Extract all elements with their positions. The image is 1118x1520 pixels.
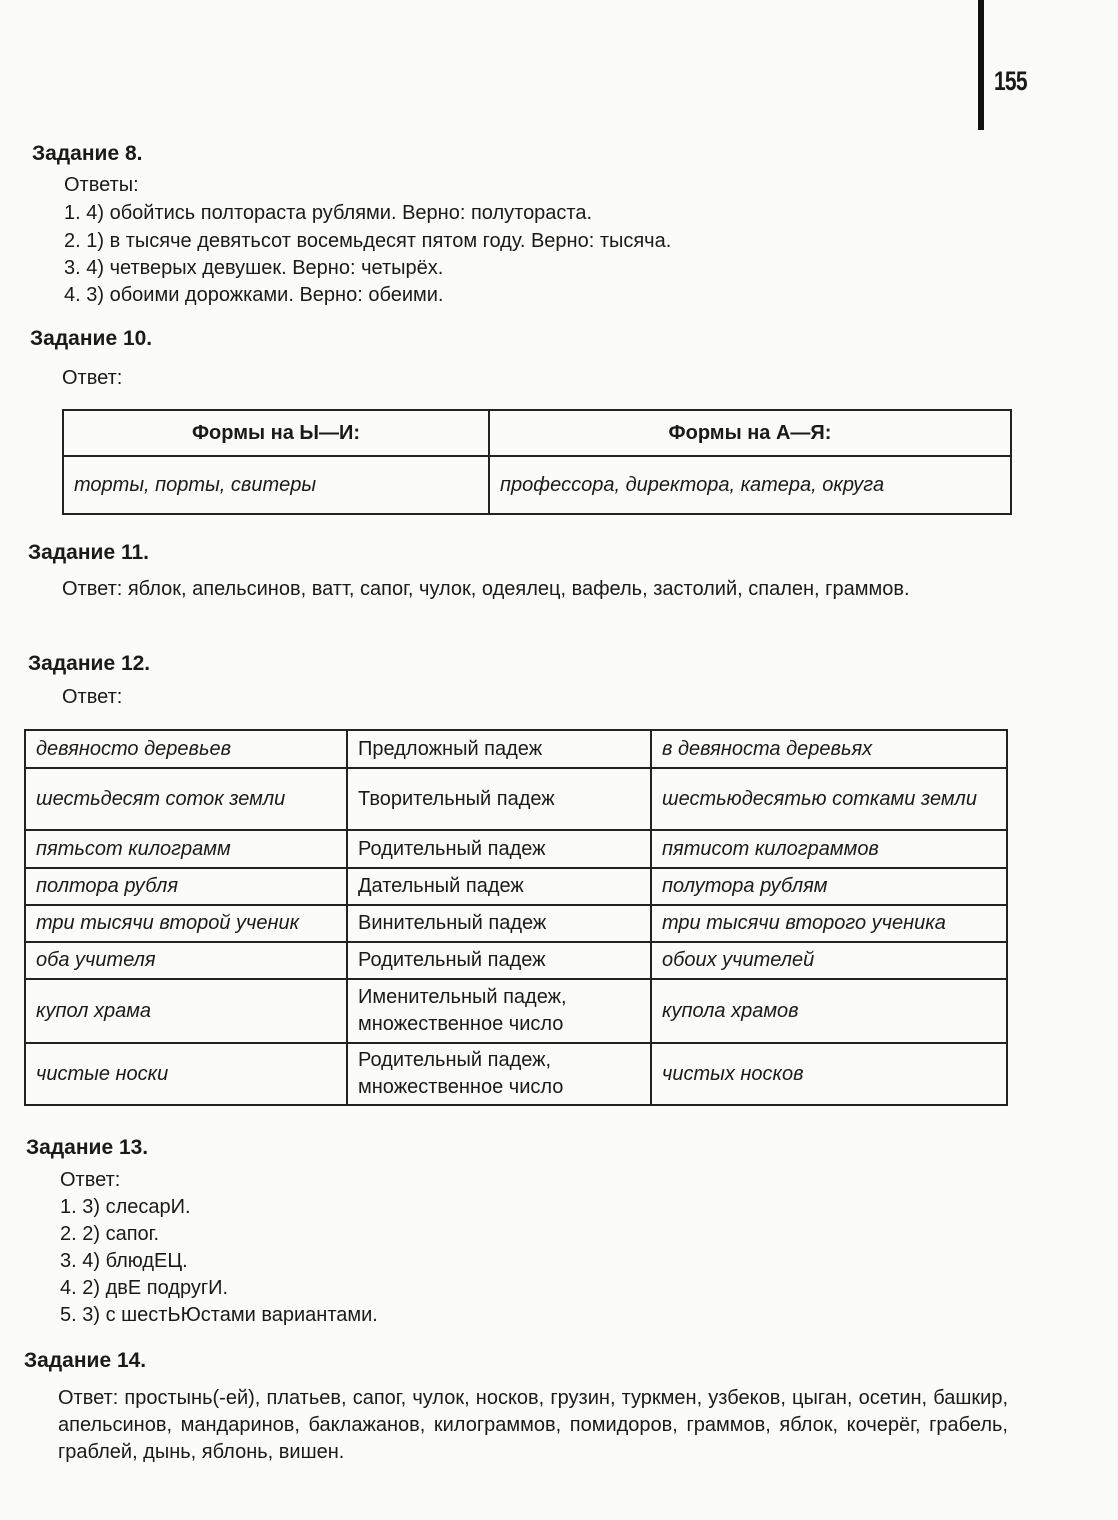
- table-cell: полтора рубля: [25, 868, 347, 905]
- task-13-item: 5. 3) с шестЬЮстами вариантами.: [60, 1304, 378, 1326]
- table-row: [25, 830, 1007, 868]
- task-11-title: Задание 11.: [28, 541, 149, 564]
- table-cell: шестьдесят соток земли: [25, 768, 347, 830]
- table-cell: чистые носки: [25, 1043, 347, 1105]
- table-cell: три тысячи второй ученик: [25, 905, 347, 942]
- table-header: Формы на А—Я:: [489, 410, 1011, 456]
- table-cell: полутора рублям: [651, 868, 1007, 905]
- task-8-item: 4. 3) обоими дорожками. Верно: обеими.: [64, 284, 444, 306]
- task-10-table: [62, 409, 1012, 515]
- task-8-item: 1. 4) обойтись полтораста рублями. Верно: полутораста.: [64, 202, 593, 224]
- task-14-title: Задание 14.: [24, 1349, 147, 1372]
- table-row: [25, 768, 1007, 830]
- table-cell: в девяноста деревьях: [651, 730, 1007, 768]
- task-13-item: 3. 4) блюдЕЦ.: [60, 1250, 188, 1272]
- table-cell: три тысячи второго ученика: [651, 905, 1007, 942]
- task-14-text: Ответ: простынь(-ей), платьев, сапог, чулок, носков, грузин, туркмен, узбеков, цыган, осетин, башкир, апельсинов, мандаринов, баклажанов, килограммов, помидоров, граммов, яблок, кочерёг, грабель, граблей, дынь, яблонь, вишен.: [58, 1387, 1008, 1463]
- task-13-intro: Ответ:: [60, 1169, 121, 1191]
- table-cell: чистых носков: [651, 1043, 1007, 1105]
- task-13-title: Задание 13.: [26, 1136, 149, 1159]
- table-cell: пятисот килограммов: [651, 830, 1007, 868]
- table-row: [25, 868, 1007, 905]
- table-cell: девяносто деревьев: [25, 730, 347, 768]
- table-cell: Родительный падеж, множественное число: [347, 1043, 651, 1105]
- table-row: [25, 979, 1007, 1043]
- table-cell: пятьсот килограмм: [25, 830, 347, 868]
- header-rule: [978, 0, 984, 130]
- table-cell: Дательный падеж: [347, 868, 651, 905]
- table-cell: купола храмов: [651, 979, 1007, 1043]
- table-cell: Именительный падеж, множественное число: [347, 979, 651, 1043]
- table-row: [25, 1043, 1007, 1105]
- task-10-title: Задание 10.: [30, 327, 153, 350]
- table-row: [25, 942, 1007, 979]
- table-header: Формы на Ы—И:: [63, 410, 489, 456]
- table-row: [25, 905, 1007, 942]
- table-cell: профессора, директора, катера, округа: [489, 456, 1011, 514]
- table-row: [25, 730, 1007, 768]
- task-8-title: Задание 8.: [32, 142, 143, 165]
- table-cell: торты, порты, свитеры: [63, 456, 489, 514]
- task-8-intro: Ответы:: [64, 174, 139, 196]
- table-cell: Предложный падеж: [347, 730, 651, 768]
- table-cell: оба учителя: [25, 942, 347, 979]
- task-13-item: 4. 2) двЕ подругИ.: [60, 1277, 229, 1299]
- page-number: 155: [994, 66, 1027, 96]
- task-13-item: 2. 2) сапог.: [60, 1223, 160, 1245]
- task-12-title: Задание 12.: [28, 652, 151, 675]
- task-10-intro: Ответ:: [62, 367, 123, 389]
- table-cell: Винительный падеж: [347, 905, 651, 942]
- task-11-text: Ответ: яблок, апельсинов, ватт, сапог, чулок, одеялец, вафель, застолий, спален, граммов.: [62, 578, 910, 600]
- task-12-table: [24, 729, 1008, 1106]
- table-cell: обоих учителей: [651, 942, 1007, 979]
- table-cell: шестьюдесятью сотками земли: [651, 768, 1007, 830]
- table-cell: купол храма: [25, 979, 347, 1043]
- task-8-item: 3. 4) четверых девушек. Верно: четырёх.: [64, 257, 444, 279]
- task-13-item: 1. 3) слесарИ.: [60, 1196, 191, 1218]
- table-cell: Родительный падеж: [347, 830, 651, 868]
- task-12-intro: Ответ:: [62, 686, 123, 708]
- table-cell: Творительный падеж: [347, 768, 651, 830]
- task-8-item: 2. 1) в тысяче девятьсот восемьдесят пятом году. Верно: тысяча.: [64, 230, 672, 252]
- table-cell: Родительный падеж: [347, 942, 651, 979]
